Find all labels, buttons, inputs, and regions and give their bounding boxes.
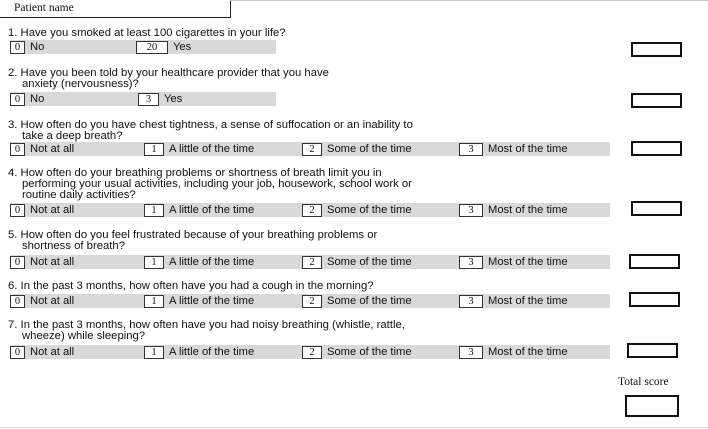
option-score: 1 — [144, 143, 164, 156]
question-line: 6. In the past 3 months, how often have you had a cough in the morning? — [8, 280, 374, 292]
question-line: wheeze) while sleeping? — [22, 330, 146, 342]
option-label: No — [30, 41, 45, 53]
total-score-label: Total score — [618, 376, 669, 388]
question-7-option-most[interactable] — [459, 345, 568, 359]
question-2-option-no[interactable] — [10, 92, 44, 106]
option-label: Yes — [164, 93, 183, 105]
question-5-option-some[interactable] — [302, 255, 412, 269]
option-score: 0 — [10, 204, 25, 217]
option-label: A little of the time — [169, 256, 255, 268]
question-6-option-not-at-all[interactable] — [10, 294, 74, 308]
option-label: Some of the time — [327, 295, 412, 307]
option-score: 2 — [302, 204, 322, 217]
option-score: 1 — [144, 204, 164, 217]
question-line: performing your usual activities, including your job, housework, school work or — [22, 178, 412, 190]
option-label: Most of the time — [488, 256, 568, 268]
top-rule — [230, 0, 708, 1]
question-6-option-most[interactable] — [459, 294, 568, 308]
option-score: 3 — [459, 204, 483, 217]
question-4-option-little[interactable] — [144, 203, 254, 217]
question-3-option-little[interactable] — [144, 142, 254, 156]
question-4-options — [10, 203, 610, 217]
option-label: No — [30, 93, 45, 105]
option-score: 0 — [10, 143, 25, 156]
option-score: 0 — [10, 295, 25, 308]
question-line: take a deep breath? — [22, 130, 123, 142]
question-3-score-box[interactable] — [631, 141, 682, 156]
option-label: Yes — [173, 41, 192, 53]
question-1-text — [8, 28, 608, 39]
option-score: 0 — [10, 256, 25, 269]
option-label: Not at all — [30, 143, 75, 155]
question-2-option-yes[interactable] — [138, 92, 182, 106]
option-score: 1 — [144, 346, 164, 359]
question-1-score-box[interactable] — [631, 42, 682, 57]
question-line: 2. Have you been told by your healthcare provider that you have — [8, 67, 329, 79]
question-line: 4. How often do your breathing problems or shortness of breath limit you in — [8, 167, 382, 179]
question-2-score-box[interactable] — [631, 93, 682, 108]
option-label: A little of the time — [169, 204, 255, 216]
question-2-options — [10, 92, 276, 106]
question-6-option-some[interactable] — [302, 294, 412, 308]
question-5-option-little[interactable] — [144, 255, 254, 269]
option-label: Not at all — [30, 295, 75, 307]
option-label: Most of the time — [488, 204, 568, 216]
question-1-option-yes[interactable] — [136, 40, 191, 54]
question-line: shortness of breath? — [22, 240, 125, 252]
option-label: Most of the time — [488, 346, 568, 358]
option-score: 0 — [10, 346, 25, 359]
question-5-option-not-at-all[interactable] — [10, 255, 74, 269]
question-7-options — [10, 345, 610, 359]
option-label: Most of the time — [488, 295, 568, 307]
option-label: Some of the time — [327, 143, 412, 155]
option-score: 3 — [459, 143, 483, 156]
question-7-option-some[interactable] — [302, 345, 412, 359]
option-score: 0 — [10, 41, 25, 54]
total-score-box[interactable] — [625, 395, 679, 417]
question-line: 7. In the past 3 months, how often have you had noisy breathing (whistle, rattle, — [8, 319, 405, 331]
question-3-options — [10, 142, 610, 156]
question-5-score-box[interactable] — [629, 254, 680, 269]
question-3-option-some[interactable] — [302, 142, 412, 156]
option-label: Some of the time — [327, 204, 412, 216]
option-score: 2 — [302, 346, 322, 359]
option-score: 1 — [144, 256, 164, 269]
option-label: Most of the time — [488, 143, 568, 155]
question-7-score-box[interactable] — [627, 343, 678, 358]
option-score: 2 — [302, 295, 322, 308]
question-2-text — [8, 68, 608, 90]
option-score: 3 — [138, 93, 159, 106]
option-score: 3 — [459, 346, 483, 359]
question-3-option-not-at-all[interactable] — [10, 142, 74, 156]
option-score: 2 — [302, 256, 322, 269]
question-4-option-some[interactable] — [302, 203, 412, 217]
question-line: 1. Have you smoked at least 100 cigarettes in your life? — [8, 27, 286, 39]
question-4-option-most[interactable] — [459, 203, 568, 217]
question-1-option-no[interactable] — [10, 40, 44, 54]
bottom-rule — [0, 427, 708, 428]
question-line: 5. How often do you feel frustrated because of your breathing problems or — [8, 229, 378, 241]
option-label: Not at all — [30, 256, 75, 268]
option-score: 3 — [459, 295, 483, 308]
question-1-options — [10, 40, 276, 54]
question-6-options — [10, 294, 610, 308]
option-score: 3 — [459, 256, 483, 269]
patient-name-label: Patient name — [14, 2, 74, 14]
question-6-option-little[interactable] — [144, 294, 254, 308]
option-label: Not at all — [30, 346, 75, 358]
option-score: 2 — [302, 143, 322, 156]
option-score: 0 — [10, 93, 25, 106]
patient-name-field[interactable] — [0, 0, 231, 18]
question-3-text — [8, 120, 608, 142]
question-6-score-box[interactable] — [629, 292, 680, 307]
option-label: A little of the time — [169, 143, 255, 155]
question-line: routine daily activities? — [22, 189, 136, 201]
question-7-text — [8, 320, 608, 342]
question-5-option-most[interactable] — [459, 255, 568, 269]
question-7-option-little[interactable] — [144, 345, 254, 359]
option-label: Some of the time — [327, 346, 412, 358]
option-label: A little of the time — [169, 346, 255, 358]
option-label: Some of the time — [327, 256, 412, 268]
question-4-text — [8, 168, 608, 201]
option-score: 20 — [136, 41, 168, 54]
option-score: 1 — [144, 295, 164, 308]
question-6-text — [8, 281, 608, 292]
question-5-text — [8, 230, 608, 252]
question-7-option-not-at-all[interactable] — [10, 345, 74, 359]
question-line: anxiety (nervousness)? — [22, 78, 139, 90]
question-line: 3. How often do you have chest tightness, a sense of suffocation or an inability to — [8, 119, 413, 131]
question-3-option-most[interactable] — [459, 142, 568, 156]
question-4-score-box[interactable] — [631, 201, 682, 216]
question-5-options — [10, 255, 610, 269]
option-label: A little of the time — [169, 295, 255, 307]
question-4-option-not-at-all[interactable] — [10, 203, 74, 217]
option-label: Not at all — [30, 204, 75, 216]
